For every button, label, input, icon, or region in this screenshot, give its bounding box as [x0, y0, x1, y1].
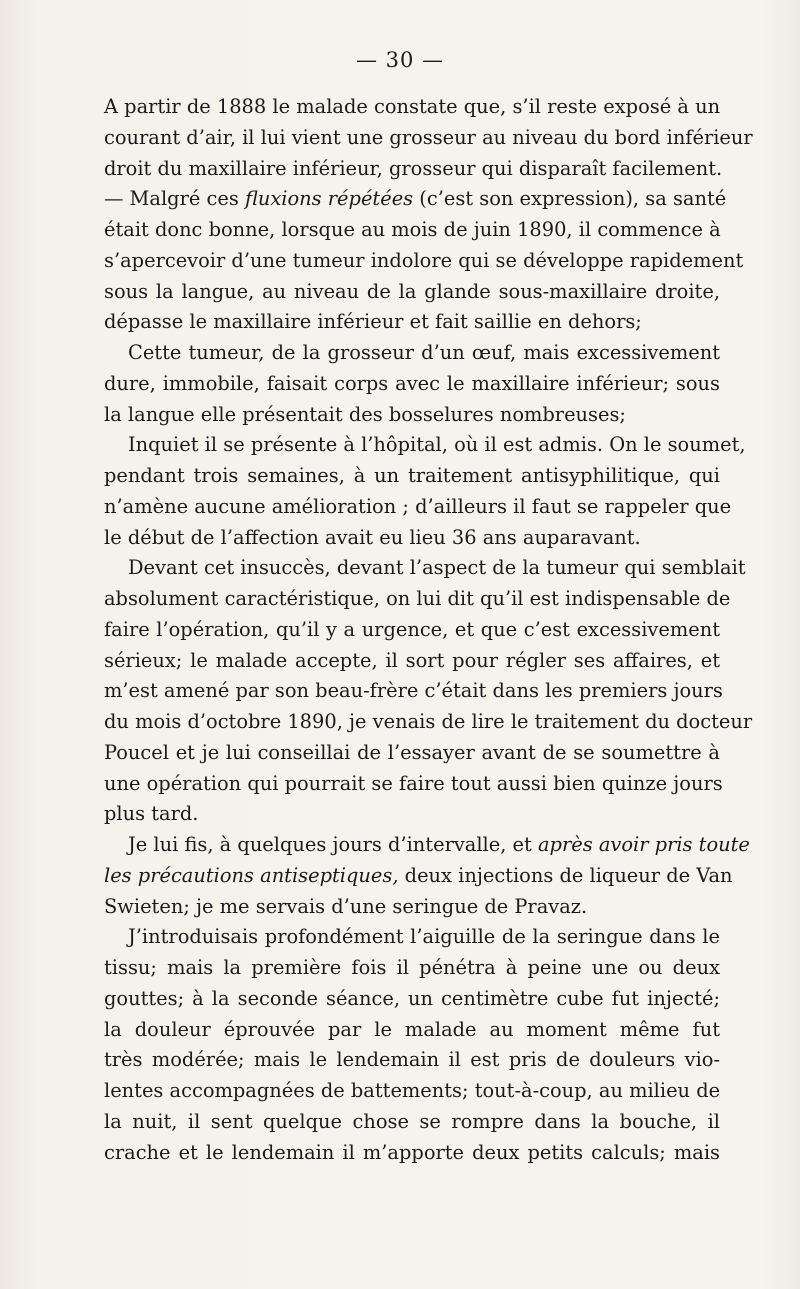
text-segment: sérieux; le malade accepte, il sort pour régler ses affaires, et [104, 648, 720, 672]
text-segment: la nuit, il sent quelque chose se rompre dans la bouche, il [104, 1109, 720, 1133]
text-line [104, 830, 750, 861]
text-segment: Devant cet insuccès, devant l’aspect de la tumeur qui semblait [128, 556, 746, 580]
text-line [104, 154, 723, 185]
text-line [104, 676, 723, 707]
text-line [104, 246, 744, 277]
text-segment: très modérée; mais le lendemain il est pris de douleurs vio- [104, 1048, 720, 1072]
text-segment: m’est amené par son beau-frère c’était dans les premiers jours [104, 679, 723, 703]
text-line [104, 277, 720, 308]
text-line [104, 123, 753, 154]
text-line [104, 523, 720, 554]
text-line [104, 984, 720, 1015]
text-segment: était donc bonne, lorsque au mois de juin 1890, il commence à [104, 218, 721, 241]
text-segment: gouttes; à la seconde séance, un centimètre cube fut injecté; [104, 986, 720, 1010]
text-segment: du mois d’octobre 1890, je venais de lire le traitement du docteur [104, 710, 753, 733]
text-line [104, 215, 720, 246]
text-line [104, 922, 720, 953]
text-segment: le début de l’affection avait eu lieu 36 ans auparavant. [104, 525, 641, 549]
text-segment: n’amène aucune amélioration ; d’ailleurs il faut se rappeler que [104, 494, 732, 518]
text-segment: Poucel et je lui conseillai de l’essayer avant de se soumettre à [104, 740, 720, 764]
italic-text: après avoir pris toute [538, 833, 750, 856]
text-line [104, 1076, 720, 1107]
text-line [104, 953, 720, 984]
text-segment: la langue elle présentait des bosselures nombreuses; [104, 402, 626, 426]
text-segment: lentes accompagnées de battements; tout-à-coup, au milieu de [104, 1079, 721, 1102]
text-line [104, 584, 731, 615]
text-line [104, 738, 720, 769]
text-segment: pendant trois semaines, à un traitement antisyphilitique, qui [104, 464, 720, 487]
text-line [104, 492, 732, 523]
italic-text: fluxions répétées [244, 187, 414, 211]
text-segment: tissu; mais la première fois il pénétra à peine une ou deux [104, 956, 720, 979]
text-line [104, 799, 720, 830]
text-line [104, 1107, 720, 1138]
text-line [104, 92, 720, 123]
text-line [104, 861, 733, 892]
text-segment: sous la langue, au niveau de la glande sous-maxillaire droite, [104, 279, 720, 303]
text-segment: deux injections de liqueur de Van [398, 863, 733, 887]
text-line [104, 430, 746, 461]
text-segment: une opération qui pourrait se faire tout aussi bien quinze jours [104, 771, 723, 795]
text-segment: J’introduisais profondément l’aiguille de la seringue dans le [128, 925, 720, 949]
text-segment: faire l’opération, qu’il y a urgence, et que c’est excessivement [104, 617, 720, 641]
text-segment: Inquiet il se présente à l’hôpital, où il est admis. On le soumet, [128, 433, 746, 457]
text-segment: dépasse le maxillaire inférieur et fait saillie en dehors; [104, 310, 642, 334]
text-line [104, 769, 723, 800]
text-line [104, 707, 753, 738]
text-segment: s’apercevoir d’une tumeur indolore qui se développe rapidement [104, 248, 744, 272]
body-text [104, 92, 753, 1168]
text-line [104, 1138, 720, 1169]
text-segment: absolument caractéristique, on lui dit qu’il est indispensable de [104, 587, 731, 610]
text-segment: (c’est son expression), sa santé [413, 187, 727, 211]
text-line [104, 461, 720, 492]
text-line [104, 646, 720, 677]
text-line [104, 400, 720, 431]
text-line [104, 369, 720, 400]
text-line [104, 184, 727, 215]
text-segment: la douleur éprouvée par le malade au moment même fut [104, 1017, 720, 1041]
text-segment: droit du maxillaire inférieur, grosseur qui disparaît facilement. [104, 156, 723, 180]
text-segment: — Malgré ces [104, 187, 245, 211]
text-segment: Je lui fis, à quelques jours d’intervalle, et [128, 833, 538, 856]
italic-text: les précautions antiseptiques, [104, 863, 399, 887]
text-segment: Cette tumeur, de la grosseur d’un œuf, mais excessivement [128, 341, 720, 364]
text-line [104, 1015, 720, 1046]
text-segment: crache et le lendemain il m’apporte deux petits calculs; mais [104, 1140, 720, 1164]
page-number: — 30 — [355, 48, 445, 72]
text-line [104, 892, 720, 923]
text-segment: courant d’air, il lui vient une grosseur au niveau du bord inférieur [104, 125, 753, 149]
text-segment: dure, immobile, faisait corps avec le maxillaire inférieur; sous [104, 371, 720, 395]
text-segment: plus tard. [104, 802, 199, 826]
text-segment: A partir de 1888 le malade constate que, s’il reste exposé à un [104, 95, 721, 118]
text-line [104, 338, 720, 369]
text-segment: Swieten; je me servais d’une seringue de Pravaz. [104, 894, 588, 918]
text-line [104, 615, 720, 646]
text-line [104, 1045, 720, 1076]
text-line [104, 553, 746, 584]
text-line [104, 307, 720, 338]
